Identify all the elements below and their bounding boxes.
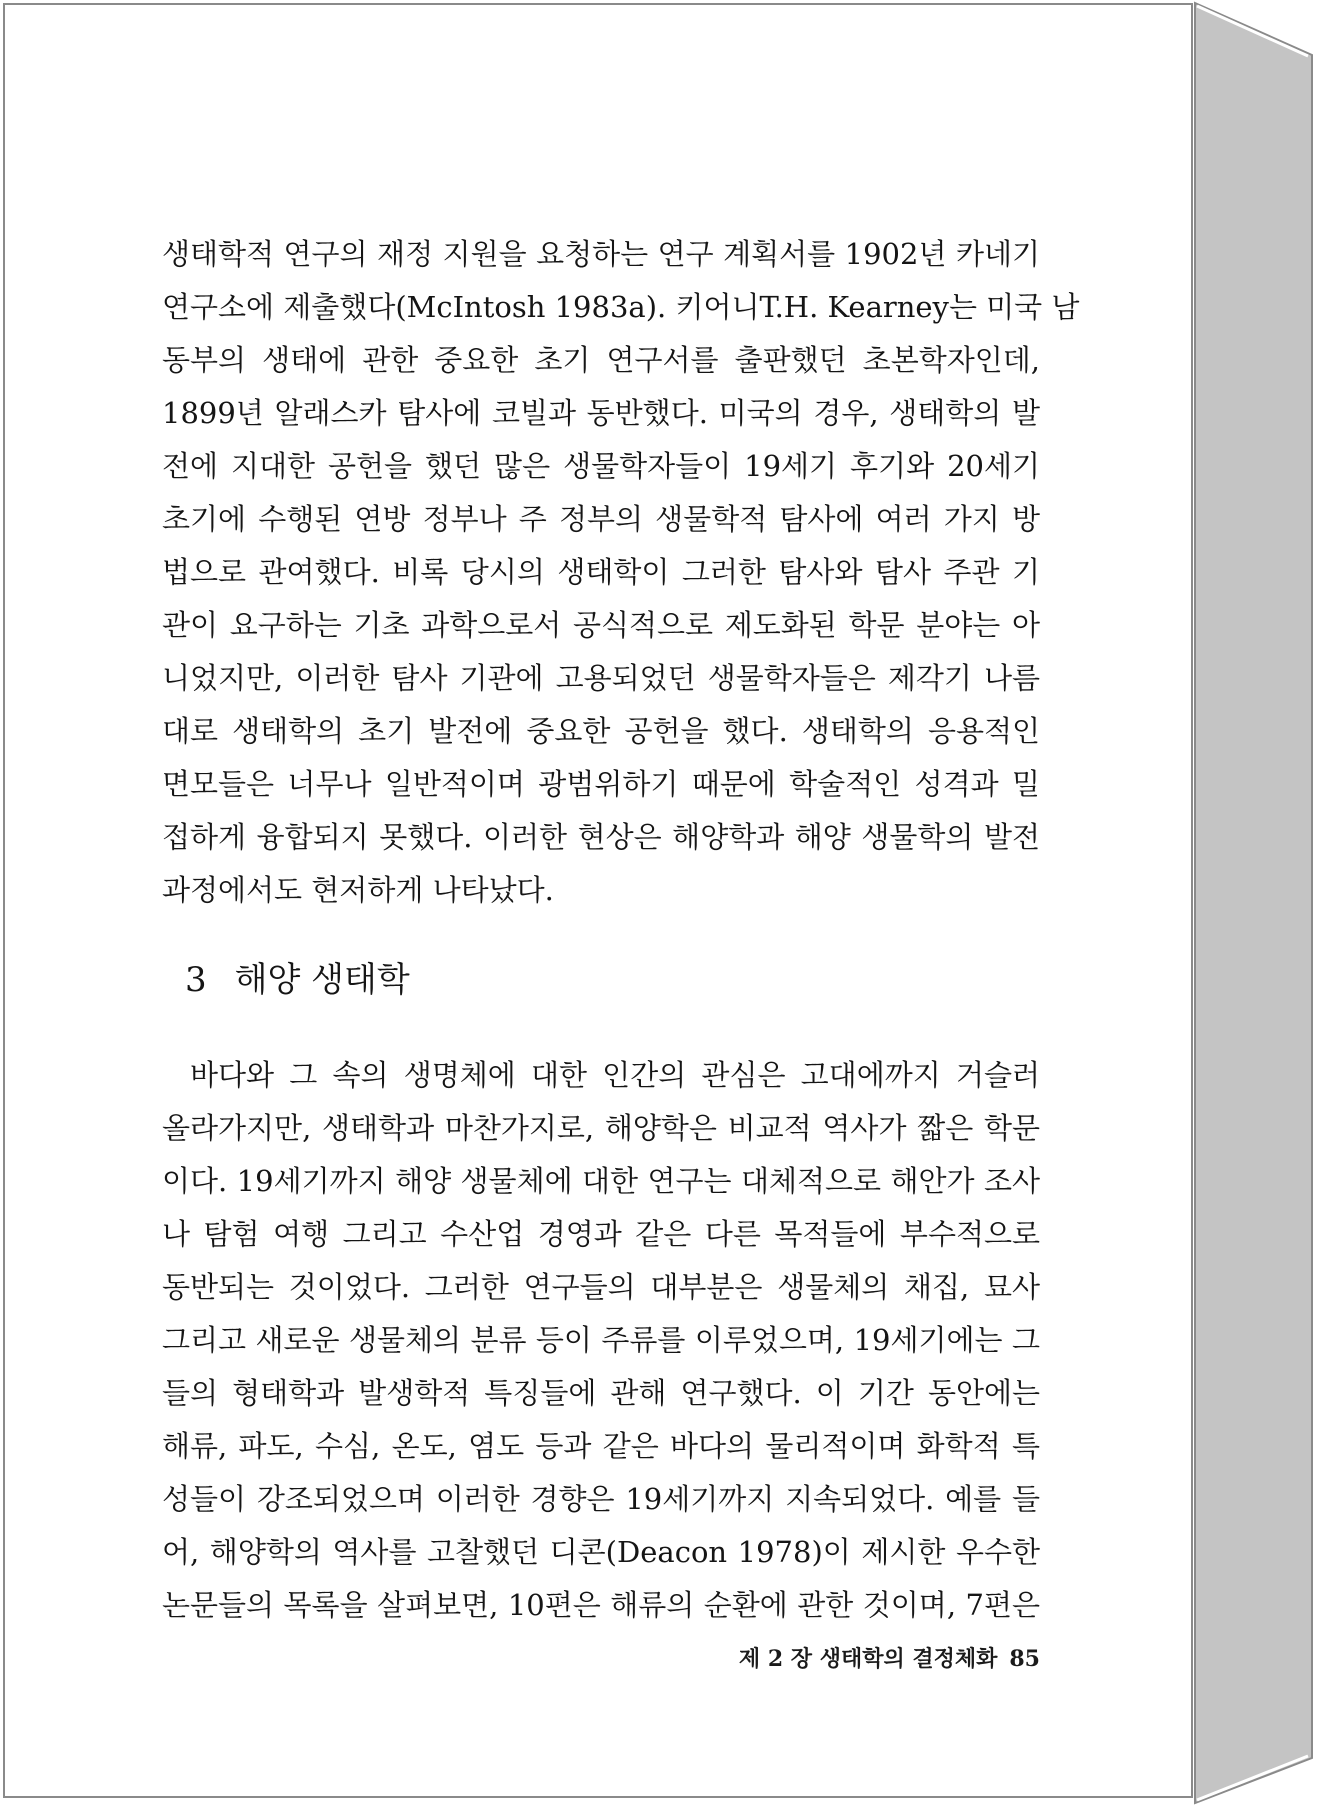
text-line: 올라가지만, 생태학과 마찬가지로, 해양학은 비교적 역사가 짧은 학문 bbox=[162, 1111, 1040, 1145]
text-line: 나 탐험 여행 그리고 수산업 경영과 같은 다른 목적들에 부수적으로 bbox=[162, 1217, 1040, 1251]
page-number: 85 bbox=[1009, 1646, 1040, 1672]
text-line: 법으로 관여했다. 비록 당시의 생태학이 그러한 탐사와 탐사 주관 기 bbox=[162, 555, 1040, 589]
text-line: 들의 형태학과 발생학적 특징들에 관해 연구했다. 이 기간 동안에는 bbox=[162, 1376, 1040, 1410]
page-sheet bbox=[3, 3, 1193, 1798]
text-line: 어, 해양학의 역사를 고찰했던 디콘(Deacon 1978)이 제시한 우수한 bbox=[162, 1535, 1040, 1569]
text-line: 동부의 생태에 관한 중요한 초기 연구서를 출판했던 초본학자인데, bbox=[162, 343, 1040, 377]
section-heading bbox=[185, 956, 410, 1004]
text-line: 바다와 그 속의 생명체에 대한 인간의 관심은 고대에까지 거슬러 bbox=[190, 1058, 1040, 1092]
book-thickness-shade bbox=[1195, 3, 1312, 1803]
text-line: 니었지만, 이러한 탐사 기관에 고용되었던 생물학자들은 제각기 나름 bbox=[162, 661, 1040, 695]
text-line: 동반되는 것이었다. 그러한 연구들의 대부분은 생물체의 채집, 묘사 bbox=[162, 1270, 1040, 1304]
text-line: 전에 지대한 공헌을 했던 많은 생물학자들이 19세기 후기와 20세기 bbox=[162, 449, 1040, 483]
text-line: 연구소에 제출했다(McIntosh 1983a). 키어니T.H. Kearney는 미국 남 bbox=[162, 290, 1080, 324]
text-line: 관이 요구하는 기초 과학으로서 공식적으로 제도화된 학문 분야는 아 bbox=[162, 608, 1040, 642]
text-line: 성들이 강조되었으며 이러한 경향은 19세기까지 지속되었다. 예를 들 bbox=[162, 1482, 1040, 1516]
text-line: 그리고 새로운 생물체의 분류 등이 주류를 이루었으며, 19세기에는 그 bbox=[162, 1323, 1040, 1357]
text-line: 해류, 파도, 수심, 온도, 염도 등과 같은 바다의 물리적이며 화학적 특 bbox=[162, 1429, 1040, 1463]
text-line: 초기에 수행된 연방 정부나 주 정부의 생물학적 탐사에 여러 가지 방 bbox=[162, 502, 1040, 536]
text-line: 1899년 알래스카 탐사에 코빌과 동반했다. 미국의 경우, 생태학의 발 bbox=[162, 396, 1040, 430]
text-line: 과정에서도 현저하게 나타났다. bbox=[162, 873, 554, 907]
text-line: 논문들의 목록을 살펴보면, 10편은 해류의 순환에 관한 것이며, 7편은 bbox=[162, 1588, 1040, 1622]
section-number: 3 bbox=[185, 960, 207, 1000]
paragraph-body-1 bbox=[162, 228, 1080, 917]
text-line: 이다. 19세기까지 해양 생물체에 대한 연구는 대체적으로 해안가 조사 bbox=[162, 1164, 1040, 1198]
running-title: 제 2 장 생태학의 결정체화 bbox=[738, 1646, 998, 1672]
text-line: 대로 생태학의 초기 발전에 중요한 공헌을 했다. 생태학의 응용적인 bbox=[162, 714, 1040, 748]
text-line: 접하게 융합되지 못했다. 이러한 현상은 해양학과 해양 생물학의 발전 bbox=[162, 820, 1040, 854]
text-line: 면모들은 너무나 일반적이며 광범위하기 때문에 학술적인 성격과 밀 bbox=[162, 767, 1040, 801]
running-footer bbox=[713, 1643, 1040, 1675]
text-line: 생태학적 연구의 재정 지원을 요청하는 연구 계획서를 1902년 카네기 bbox=[162, 237, 1040, 271]
section-title: 해양 생태학 bbox=[234, 960, 410, 1000]
paragraph-body-2 bbox=[162, 1049, 1040, 1632]
